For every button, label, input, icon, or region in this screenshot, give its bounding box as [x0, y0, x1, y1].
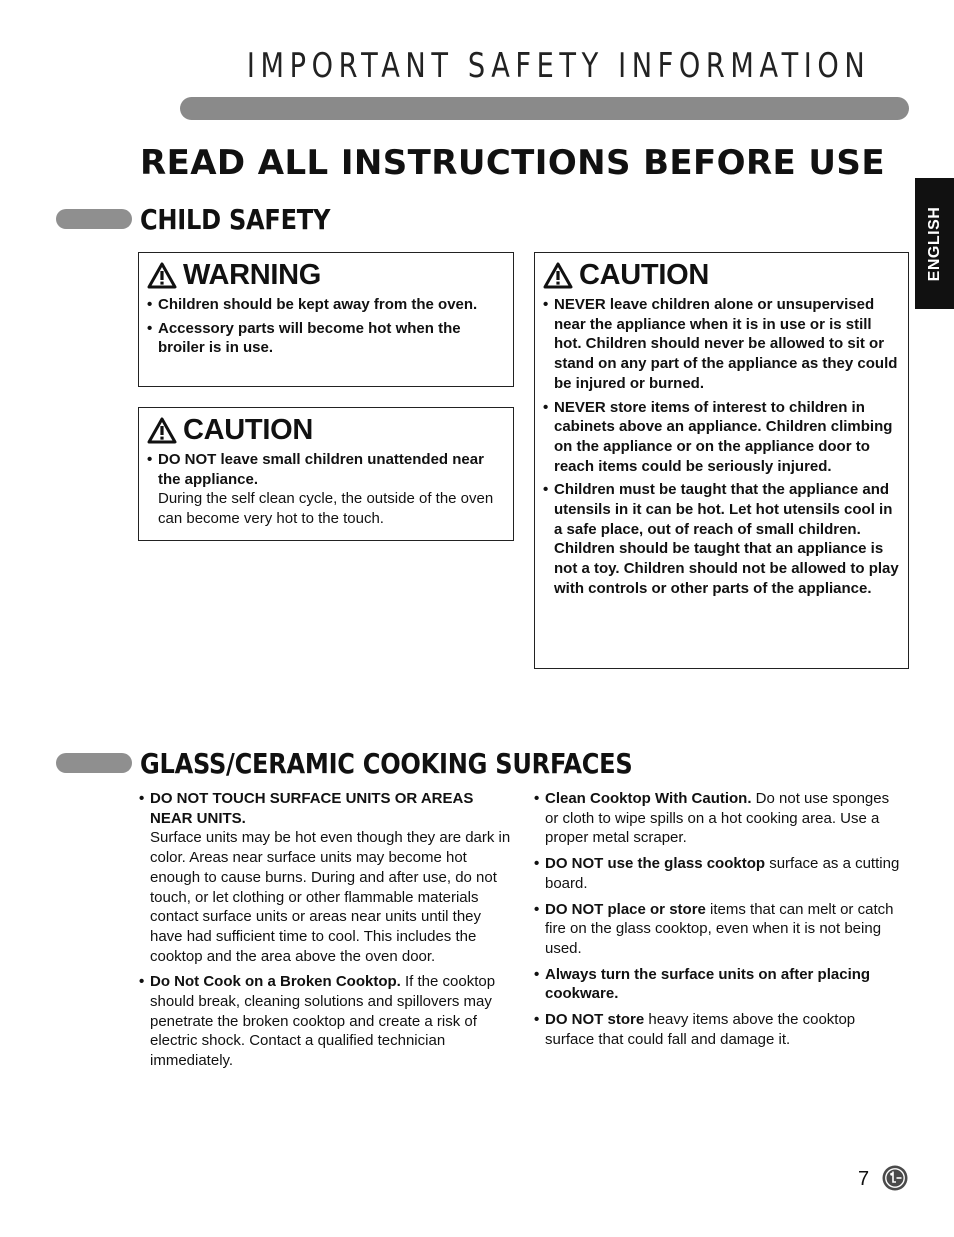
list-item: • NEVER store items of interest to children in cabinets above an appliance. Children climbing on the appliance or on the appliance door to reach items could be seriously injured.	[543, 398, 902, 477]
list-item	[534, 965, 906, 1004]
caution-heading-text: CAUTION	[183, 414, 314, 446]
caution-box-right	[534, 252, 909, 669]
list-item	[139, 972, 517, 1071]
list-item-text: Do not use sponges or cloth to wipe spills on a hot cooking area. Use a proper metal scraper.	[545, 790, 890, 847]
list-item	[534, 854, 906, 893]
warning-heading-text: WARNING	[183, 259, 322, 291]
list-item: • Children must be taught that the appliance and utensils in it can be hot. Let hot utensils cool in a safe place, out of reach of small children. Children should be taught that an appliance is not a toy. Children should not be allowed to play with controls or other parts of the appliance.	[543, 480, 902, 598]
language-tab-label: ENGLISH	[925, 206, 943, 281]
glass-left-column	[139, 789, 517, 1077]
lg-logo-icon	[882, 1165, 908, 1191]
list-item: • Accessory parts will become hot when the broiler is in use.	[147, 319, 503, 358]
section-marker	[56, 753, 132, 773]
list-item	[534, 789, 906, 848]
glass-right-column	[534, 789, 906, 1055]
list-item: • Children should be kept away from the oven.	[147, 295, 503, 315]
list-item-text: items that can melt or catch fire on the glass cooktop, even when it is not being used.	[545, 900, 894, 957]
list-item	[139, 789, 517, 966]
list-item	[534, 1010, 906, 1049]
warning-box	[138, 252, 514, 387]
list-item-text: heavy items above the cooktop surface that could fall and damage it.	[545, 1011, 856, 1048]
list-item-bold: Always turn the surface units on after placing cookware.	[545, 965, 871, 1003]
warning-triangle-icon	[147, 262, 177, 289]
caution-box-right-heading	[543, 259, 902, 291]
list-item-bold: DO NOT leave small children unattended near the appliance.	[158, 451, 484, 488]
section-title-child-safety: CHILD SAFETY	[140, 203, 331, 236]
caution-box-left	[138, 407, 514, 541]
list-item	[534, 900, 906, 959]
caution-heading-text: CAUTION	[579, 259, 710, 291]
list-item-bold: DO NOT place or store	[545, 900, 706, 918]
page-number: 7	[858, 1168, 870, 1190]
page-title: IMPORTANT SAFETY INFORMATION	[246, 46, 870, 86]
headline: READ ALL INSTRUCTIONS BEFORE USE	[140, 143, 885, 183]
section-marker	[56, 209, 132, 229]
title-bar	[180, 97, 909, 120]
caution-box-left-heading	[147, 414, 503, 446]
list-item-bold: DO NOT TOUCH SURFACE UNITS OR AREAS NEAR UNITS.	[150, 790, 474, 827]
list-item-bold: DO NOT use the glass cooktop	[545, 855, 766, 873]
section-title-glass-ceramic: GLASS/CERAMIC COOKING SURFACES	[140, 747, 633, 780]
list-item-text: Surface units may be hot even though they are dark in color. Areas near surface units may become hot enough to cause burns. During and after use, do not touch, or let clothing or other flammable materials contact surface units or areas near units until they have had sufficient time to cool. This includes the cooktop and the area above the oven door.	[150, 829, 511, 965]
list-item	[147, 450, 503, 529]
list-item-bold: Do Not Cook on a Broken Cooktop.	[150, 973, 401, 991]
list-item-bold: DO NOT store	[545, 1011, 645, 1029]
warning-triangle-icon	[147, 417, 177, 444]
warning-box-heading	[147, 259, 503, 291]
list-item: • NEVER leave children alone or unsupervised near the appliance when it is in use or is still hot. Children should never be allowed to sit or stand on any part of the appliance as they could be injured or burned.	[543, 295, 902, 394]
warning-triangle-icon	[543, 262, 573, 289]
language-tab	[915, 178, 954, 309]
list-item-text: If the cooktop should break, cleaning solutions and spillovers may penetrate the broken cooktop and create a risk of electric shock. Contact a qualified technician immediately.	[150, 973, 496, 1070]
list-item-bold: Clean Cooktop With Caution.	[545, 790, 752, 807]
list-item-text: surface as a cutting board.	[545, 855, 900, 892]
list-item-text: During the self clean cycle, the outside of the oven can become very hot to the touch.	[158, 490, 494, 528]
